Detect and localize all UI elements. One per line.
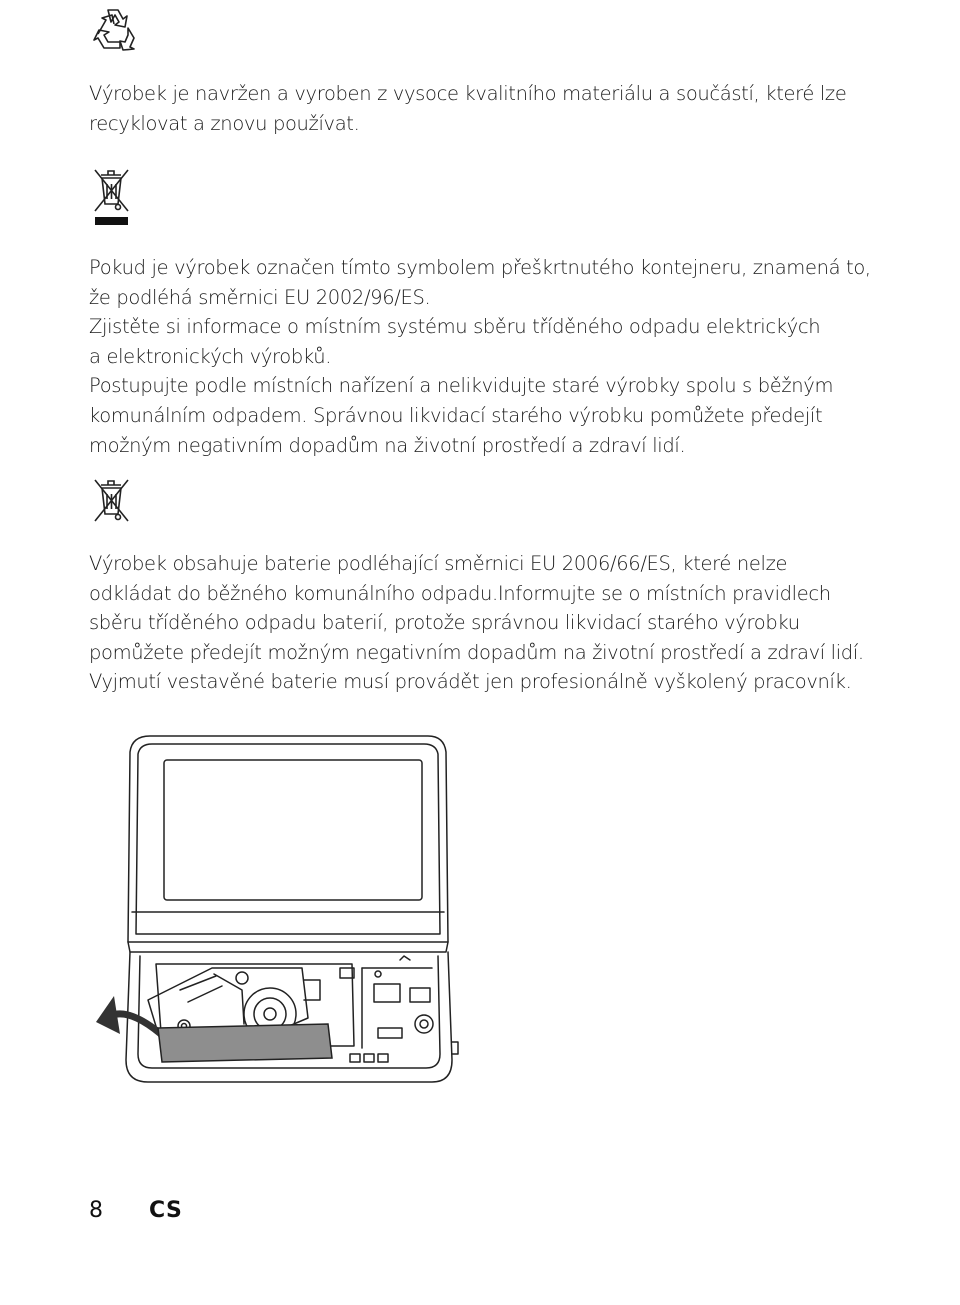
removal-arrow-head bbox=[96, 996, 120, 1034]
recycling-paragraph: Výrobek je navržen a vyroben z vysoce kvalitního materiálu a součástí, které lze recyklovat a znovu používat. bbox=[89, 82, 847, 135]
battery bbox=[158, 1024, 332, 1062]
language-code: CS bbox=[149, 1198, 183, 1223]
recycle-icon bbox=[90, 4, 140, 54]
weee-paragraph: Pokud je výrobek označen tímto symbolem přeškrtnutého kontejneru, znamená to, že podléhá směrnici EU 2002/96/ES. Zjistěte si informace o místním systému sběru tříděného odpadu elektrických a elektronických výrobků. Postupujte podle místních nařízení a nelikvidujte staré výrobky spolu s běžným komunálním odpadem. Správnou likvidací starého výrobku pomůžete předejít možným negativním dopadům na životní prostředí a zdraví lidí. bbox=[89, 256, 871, 457]
crossed-bin-bar-icon bbox=[90, 166, 132, 228]
battery-paragraph: Výrobek obsahuje baterie podléhající směrnici EU 2006/66/ES, které nelze odkládat do běžného komunálního odpadu.Informujte se o místních pravidlech sběru tříděného odpadu baterií, protože správnou likvidací starého výrobku pomůžete předejít možným negativním dopadům na životní prostředí a zdraví lidí. Vyjmutí vestavěné baterie musí provádět jen profesionálně vyškolený pracovník. bbox=[89, 552, 864, 694]
dvd-player-battery-illustration bbox=[92, 728, 472, 1088]
crossed-bin-icon bbox=[90, 476, 132, 524]
page-number: 8 bbox=[89, 1198, 103, 1223]
screen bbox=[164, 760, 422, 900]
